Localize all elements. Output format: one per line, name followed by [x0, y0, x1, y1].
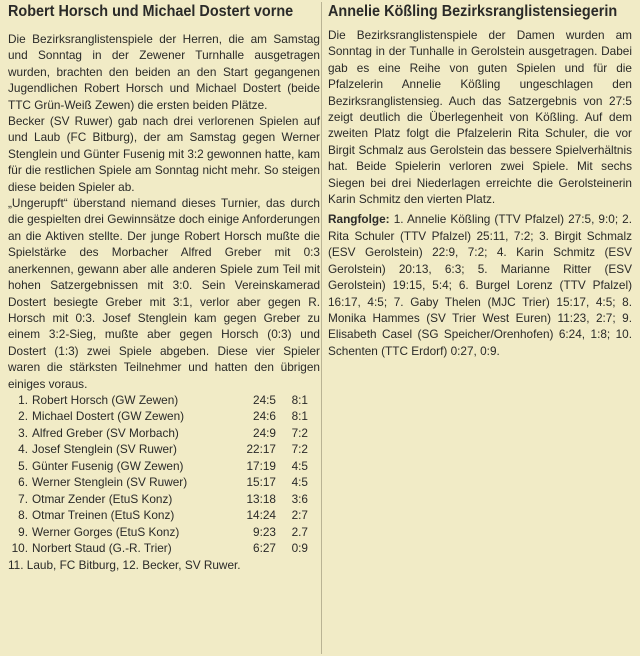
ranking-row [8, 425, 320, 442]
ranking-row [8, 474, 320, 491]
ranking-sets: 9:23 [253, 524, 276, 539]
ranking-position: 7. [18, 491, 28, 506]
ranking-row [8, 540, 320, 557]
ranking-position: 4. [18, 442, 28, 457]
ranking-position: 6. [18, 475, 28, 490]
ranking-position: 8. [18, 508, 28, 523]
ranking-table [8, 392, 320, 574]
ranking-row [8, 524, 320, 541]
ranking-position: 9. [18, 524, 28, 539]
ranking-row [8, 491, 320, 508]
ranking-row [8, 392, 320, 409]
ranking-player: Alfred Greber (SV Morbach) [32, 425, 179, 440]
ranking-points: 0:9 [291, 541, 308, 556]
article-paragraph: Becker (SV Ruwer) gab nach drei verlorenen Spielen auf und Laub (FC Bitburg), der am Samstag gegen Werner Stenglein und Günter Fusenig mit 3:2 gewonnen hatte, kam für die restlichen Spiele am Sonntag nicht mehr. So steigen diese beiden Spieler ab. [8, 114, 320, 194]
ranking-player: Werner Gorges (EtuS Konz) [32, 524, 180, 539]
ranking-sets: 6:27 [253, 541, 276, 556]
column-divider [321, 2, 322, 654]
article-body [328, 27, 632, 359]
ranking-sets: 14:24 [246, 508, 276, 523]
ranking-paragraph [328, 211, 632, 359]
ranking-points: 7:2 [291, 442, 308, 457]
ranking-player: Otmar Treinen (EtuS Konz) [32, 508, 175, 523]
ranking-row [8, 441, 320, 458]
ranking-sets: 17:19 [246, 458, 276, 473]
ranking-player: Robert Horsch (GW Zewen) [32, 392, 179, 407]
ranking-text: 1. Annelie Kößling (TTV Pfalzel) 27:5, 9:0; 2. Rita Schuler (TTV Pfalzel) 25:11, 7:2; 3. Birgit Schmalz (ESV Gerolstein) 22:9, 7:2; 4. Karin Schmitz (ESV Gerolstein) 20:13, 6:3; 5. Marianne Ritter (ESV Gerolstein) 19:15, 5:4; 6. Burgel Lorenz (TTV Pfalzel) 16:17, 4:5; 7. Gaby Thelen (MJC Trier) 15:17, 4:5; 8. Monika Hammes (SV Trier West Euren) 11:23, 2:7; 9. Elisabeth Casel (SG Speicher/Orenhofen) 6:24, 1:8; 10. Schenten (TTC Erdorf) 0:27, 0:9. [328, 212, 633, 358]
article-paragraph: Die Bezirksranglistenspiele der Herren, die am Samstag und Sonntag in der Zewener Turnhalle ausgetragen wurden, brachten den beiden an den Start gegangenen Jugendlichen Robert Horsch und Michael Dostert (beide TTC Grün-Weiß Zewen) die ersten beiden Plätze. [8, 32, 320, 112]
article-paragraph: „Ungerupft“ überstand niemand dieses Turnier, das durch die gespielten drei Gewinnsätze doch einige Anforderungen an die Aktiven stellte. Der junge Robert Horsch mußte die Spielstärke des Morbacher Alfred Greber mit 0:3 anerkennen, gewann aber alle anderen Spiele zum Teil mit hohen Satzergebnissen mit 3:0. Sein Vereinskamerad Dostert besiegte Greber mit 3:1, verlor aber gegen R. Horsch mit 0:3. Josef Stenglein kam gegen Greber zu einem 3:2-Sieg, mußte aber gegen Horsch (0:3) und Dostert (1:3) zwei Spiele abgeben. Diese vier Spieler waren die stärksten Teilnehmer und hatten den übrigen einiges voraus. [8, 196, 320, 391]
article-women-ranking [328, 0, 632, 359]
ranking-position: 5. [18, 458, 28, 473]
ranking-points: 7:2 [291, 425, 308, 440]
ranking-player: Werner Stenglein (SV Ruwer) [32, 475, 188, 490]
article-body [8, 31, 320, 392]
ranking-position: 1. [18, 392, 28, 407]
article-men-ranking [8, 0, 320, 573]
ranking-points: 4:5 [291, 475, 308, 490]
ranking-sets: 24:5 [253, 392, 276, 407]
ranking-player: Michael Dostert (GW Zewen) [32, 409, 185, 424]
article-headline: Annelie Kößling Bezirksranglistensiegerin [328, 3, 618, 20]
ranking-player: Norbert Staud (G.-R. Trier) [32, 541, 172, 556]
ranking-tail: 11. Laub, FC Bitburg, 12. Becker, SV Ruwer. [8, 557, 241, 572]
ranking-points: 2.7 [291, 524, 308, 539]
ranking-sets: 13:18 [246, 491, 276, 506]
ranking-player: Otmar Zender (EtuS Konz) [32, 491, 173, 506]
ranking-points: 8:1 [291, 392, 308, 407]
ranking-points: 2:7 [291, 508, 308, 523]
ranking-player: Josef Stenglein (SV Ruwer) [32, 442, 177, 457]
ranking-player: Günter Fusenig (GW Zewen) [32, 458, 184, 473]
ranking-sets: 15:17 [246, 475, 276, 490]
ranking-sets: 22:17 [246, 442, 276, 457]
ranking-label: Rangfolge: [328, 212, 390, 227]
ranking-sets: 24:6 [253, 409, 276, 424]
ranking-points: 3:6 [291, 491, 308, 506]
ranking-row [8, 507, 320, 524]
article-paragraph: Die Bezirksranglistenspiele der Damen wurden am Sonntag in der Tunhalle in Gerolstein ausgetragen. Dabei gab es eine Reihe von guten Spielen und für die Pfalzelerin Annelie Kößling ungeschlagen den Bezirksranglistensieg. Auch das Satzergebnis von 27:5 zeigt deutlich die Überlegenheit von Kößling. Auf dem zweiten Platz folgt die Pfalzelerin Rita Schuler, die vor Birgit Schmalz aus Gerolstein das bessere Spielverhältnis hat. Beide Spielerin verloren zwei Spiele. Mit sechs Siegen bei drei Niederlagen erreichte die Gerolsteinerin Karin Schmitz den vierten Platz. [328, 28, 632, 207]
ranking-row [8, 458, 320, 475]
ranking-position: 10. [11, 541, 28, 556]
ranking-row [8, 408, 320, 425]
article-headline: Robert Horsch und Michael Dostert vorne [8, 3, 294, 20]
ranking-points: 8:1 [291, 409, 308, 424]
ranking-points: 4:5 [291, 458, 308, 473]
ranking-sets: 24:9 [253, 425, 276, 440]
ranking-position: 2. [18, 409, 28, 424]
ranking-position: 3. [18, 425, 28, 440]
